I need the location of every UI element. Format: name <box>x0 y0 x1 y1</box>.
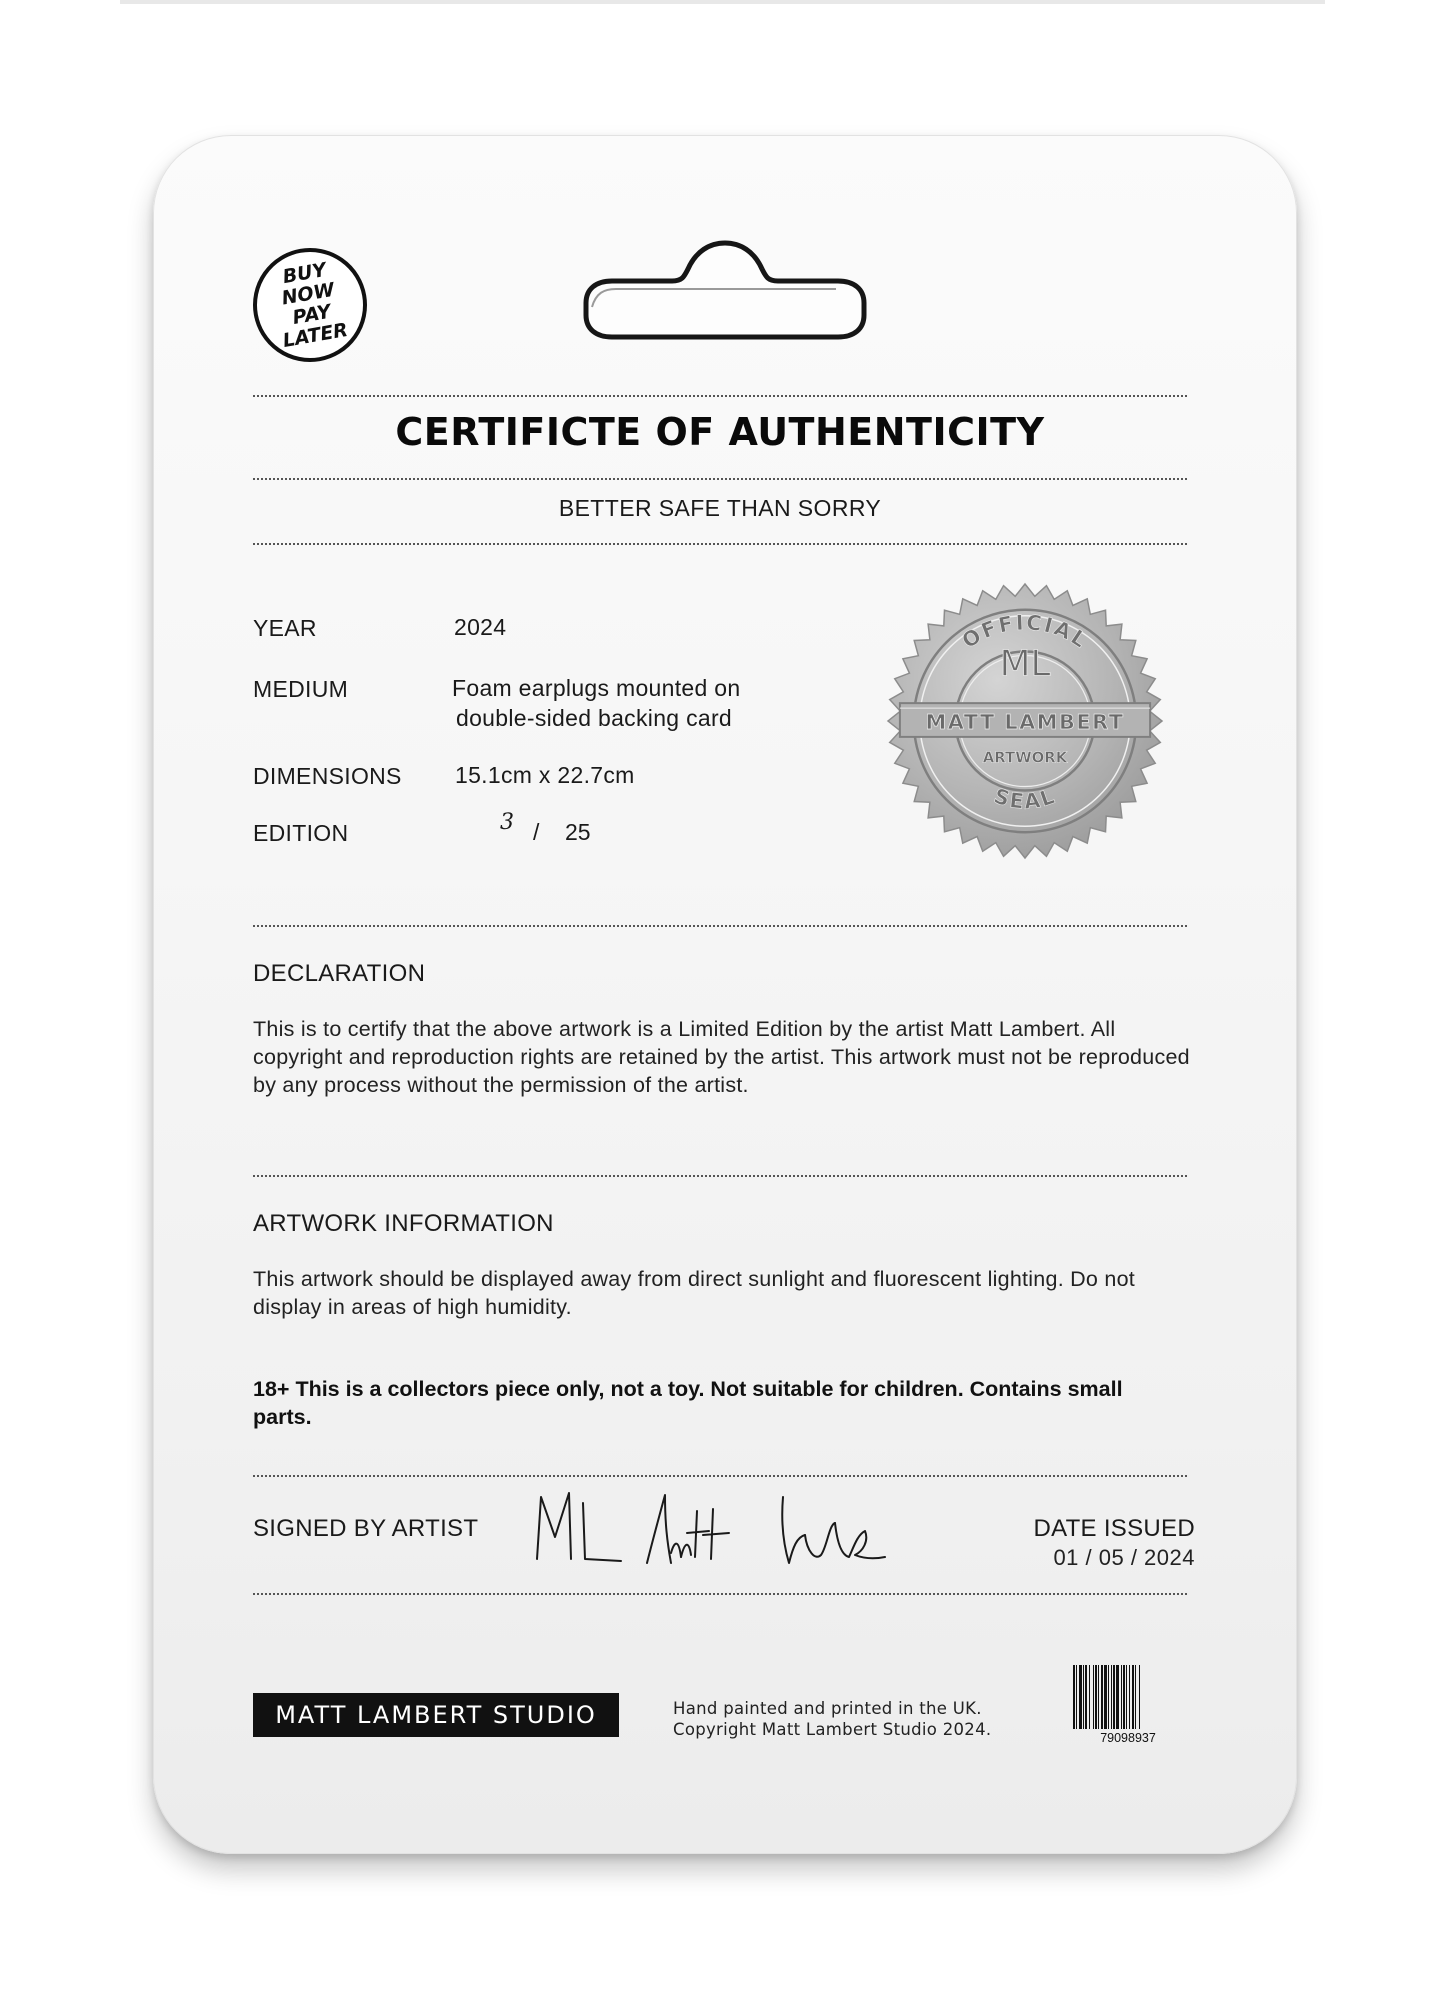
certificate-card <box>153 135 1297 1854</box>
declaration-text: This is to certify that the above artwork is a Limited Edition by the artist Matt Lambert. All copyright and reproduction rights are retained by the artist. This artwork must not be reproduced by any process without the permission of the artist. <box>253 1017 1190 1097</box>
dimensions-label: DIMENSIONS <box>253 763 402 789</box>
barcode-bar <box>1095 1665 1097 1729</box>
year-label: YEAR <box>253 615 317 641</box>
barcode-bar <box>1101 1665 1103 1729</box>
date-issued-label: DATE ISSUED <box>1033 1515 1195 1542</box>
barcode-bar <box>1123 1665 1125 1729</box>
divider <box>253 925 1187 927</box>
seal-monogram: ML <box>999 643 1051 685</box>
barcode-bar <box>1113 1665 1115 1729</box>
barcode-bar <box>1116 1665 1119 1729</box>
medium-label: MEDIUM <box>253 676 349 702</box>
barcode-bar <box>1132 1665 1134 1729</box>
certificate-subtitle: BETTER SAFE THAN SORRY <box>558 495 882 521</box>
top-edge-line <box>120 0 1325 4</box>
badge-text: BUY NOW PAY LATER <box>280 258 350 353</box>
edition-total: 25 <box>565 819 591 845</box>
date-issued-value: 01 / 05 / 2024 <box>1053 1545 1195 1570</box>
declaration-heading: DECLARATION <box>253 960 426 987</box>
barcode-bar <box>1108 1665 1109 1729</box>
barcode-bar <box>1073 1665 1075 1729</box>
footer-note-line1: Hand painted and printed in the UK. <box>673 1699 982 1718</box>
hang-hole-icon <box>586 219 864 339</box>
divider <box>253 543 1187 545</box>
footer-note-line2: Copyright Matt Lambert Studio 2024. <box>673 1720 992 1739</box>
barcode-bar <box>1129 1665 1130 1729</box>
barcode-bar <box>1083 1665 1084 1729</box>
barcode-number: 79098937 <box>1100 1731 1156 1745</box>
dimensions-value: 15.1cm x 22.7cm <box>455 762 635 788</box>
seal-top-text: OFFICIAL <box>957 610 1093 654</box>
artwork-info-text: This artwork should be displayed away from direct sunlight and fluorescent lighting. Do not display in areas of high humidity. <box>253 1267 1136 1319</box>
barcode-bar <box>1098 1665 1099 1729</box>
barcode-bar <box>1126 1665 1127 1729</box>
barcode-bar <box>1089 1665 1090 1729</box>
year-value: 2024 <box>454 614 507 640</box>
edition-separator: / <box>533 819 540 845</box>
barcode-bar <box>1121 1665 1122 1729</box>
signed-by-label: SIGNED BY ARTIST <box>253 1515 479 1542</box>
divider <box>253 395 1187 397</box>
certificate-title: CERTIFICTE OF AUTHENTICITY <box>395 410 1045 454</box>
barcode-bar <box>1104 1665 1107 1729</box>
divider <box>253 478 1187 480</box>
barcode-bar <box>1079 1665 1082 1729</box>
barcode-bar <box>1076 1665 1077 1729</box>
barcode-bar <box>1085 1665 1087 1729</box>
divider <box>253 1593 1187 1595</box>
age-warning-text: 18+ This is a collectors piece only, not a toy. Not suitable for children. Contains small parts. <box>253 1377 1123 1429</box>
medium-value-line1: Foam earplugs mounted on <box>452 675 741 701</box>
seal-sub-text: ARTWORK <box>982 748 1068 767</box>
edition-label: EDITION <box>253 820 349 846</box>
seal-bottom-text: SEAL <box>990 783 1060 814</box>
edition-number: 3 <box>500 810 514 835</box>
barcode-bar <box>1135 1665 1136 1729</box>
seal-band-text: MATT LAMBERT <box>925 709 1125 734</box>
official-seal-icon <box>886 582 1164 860</box>
barcode-bar <box>1093 1665 1094 1729</box>
barcode-bar <box>1111 1665 1112 1729</box>
barcode-bar <box>1139 1665 1140 1729</box>
artist-signature <box>531 1475 891 1575</box>
artwork-info-heading: ARTWORK INFORMATION <box>253 1210 554 1237</box>
barcode-icon <box>1071 1665 1185 1729</box>
studio-name-label: MATT LAMBERT STUDIO <box>253 1693 619 1737</box>
buy-now-pay-later-badge <box>244 239 376 371</box>
medium-value-line2: double-sided backing card <box>456 705 733 731</box>
divider <box>253 1175 1187 1177</box>
